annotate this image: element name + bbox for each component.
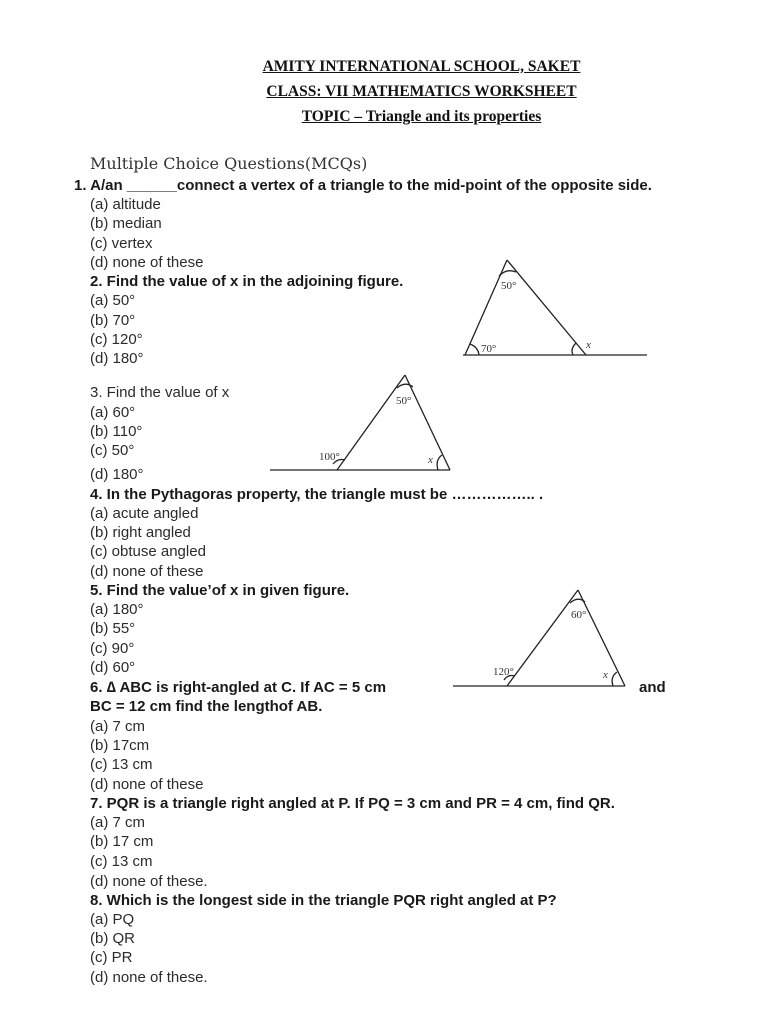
q4-option-d: (d) none of these	[90, 563, 204, 580]
q7-option-b: (b) 17 cm	[90, 833, 154, 850]
q5-option-c: (c) 90°	[90, 640, 135, 657]
q5-option-b: (b) 55°	[90, 620, 136, 637]
q4-option-b: (b) right angled	[90, 524, 191, 541]
question-7: 7. PQR is a triangle right angled at P. If PQ = 3 cm and PR = 4 cm, find QR.	[90, 795, 615, 812]
topic-title: TOPIC – Triangle and its properties	[301, 108, 542, 125]
q8-option-c: (c) PR	[90, 949, 133, 966]
question-6: 6. ∆ ABC is right-angled at C. If AC = 5 cm	[90, 679, 387, 696]
question-6-and: and	[639, 679, 666, 696]
question-3: 3. Find the value of x	[90, 384, 230, 401]
fig1-top-angle: 50°	[501, 280, 517, 292]
q5-option-d: (d) 60°	[90, 659, 136, 676]
q5-option-a: (a) 180°	[90, 601, 144, 618]
fig3-top-angle: 60°	[571, 609, 587, 621]
fig2-right-angle: x	[428, 454, 433, 466]
section-title: Multiple Choice Questions(MCQs)	[90, 154, 368, 173]
q2-option-b: (b) 70°	[90, 312, 136, 329]
q2-option-c: (c) 120°	[90, 331, 143, 348]
fig2-exterior-angle: 100°	[319, 451, 340, 463]
school-name: AMITY INTERNATIONAL SCHOOL, SAKET	[262, 58, 581, 75]
question-2: 2. Find the value of x in the adjoining figure.	[90, 273, 404, 290]
fig2-top-angle: 50°	[396, 395, 412, 407]
q8-option-b: (b) QR	[90, 930, 135, 947]
q7-option-c: (c) 13 cm	[90, 853, 153, 870]
q3-option-c: (c) 50°	[90, 442, 135, 459]
q4-option-a: (a) acute angled	[90, 505, 199, 522]
q7-option-a: (a) 7 cm	[90, 814, 146, 831]
q3-option-b: (b) 110°	[90, 423, 143, 440]
triangle-figure-2	[270, 375, 450, 470]
q1-option-b: (b) median	[90, 215, 162, 232]
triangle-figure-3	[453, 590, 625, 686]
question-5: 5. Find the value’of x in given figure.	[90, 582, 350, 599]
fig3-exterior-angle: 120°	[493, 666, 514, 678]
q8-option-a: (a) PQ	[90, 911, 135, 928]
class-title: CLASS: VII MATHEMATICS WORKSHEET	[266, 83, 577, 100]
question-8: 8. Which is the longest side in the triangle PQR right angled at P?	[90, 892, 557, 909]
q6-option-d: (d) none of these	[90, 776, 204, 793]
q6-option-c: (c) 13 cm	[90, 756, 153, 773]
fig3-right-angle: x	[603, 669, 608, 681]
q6-option-a: (a) 7 cm	[90, 718, 146, 735]
q8-option-d: (d) none of these.	[90, 969, 208, 986]
question-4: 4. In the Pythagoras property, the triangle must be …………….. .	[90, 486, 544, 503]
question-1: 1. A/an ______connect a vertex of a triangle to the mid-point of the opposite side.	[74, 177, 652, 194]
q1-option-c: (c) vertex	[90, 235, 153, 252]
q6-option-b: (b) 17cm	[90, 737, 150, 754]
q1-option-a: (a) altitude	[90, 196, 161, 213]
fig1-exterior-angle: x	[586, 339, 591, 351]
triangle-figure-1	[463, 260, 647, 355]
q4-option-c: (c) obtuse angled	[90, 543, 206, 560]
fig1-left-angle: 70°	[481, 343, 497, 355]
q1-option-d: (d) none of these	[90, 254, 204, 271]
question-6-continued: BC = 12 cm find the lengthof AB.	[90, 698, 323, 715]
q2-option-d: (d) 180°	[90, 350, 144, 367]
q7-option-d: (d) none of these.	[90, 873, 208, 890]
q3-option-d: (d) 180°	[90, 466, 144, 483]
q2-option-a: (a) 50°	[90, 292, 136, 309]
q3-option-a: (a) 60°	[90, 404, 136, 421]
